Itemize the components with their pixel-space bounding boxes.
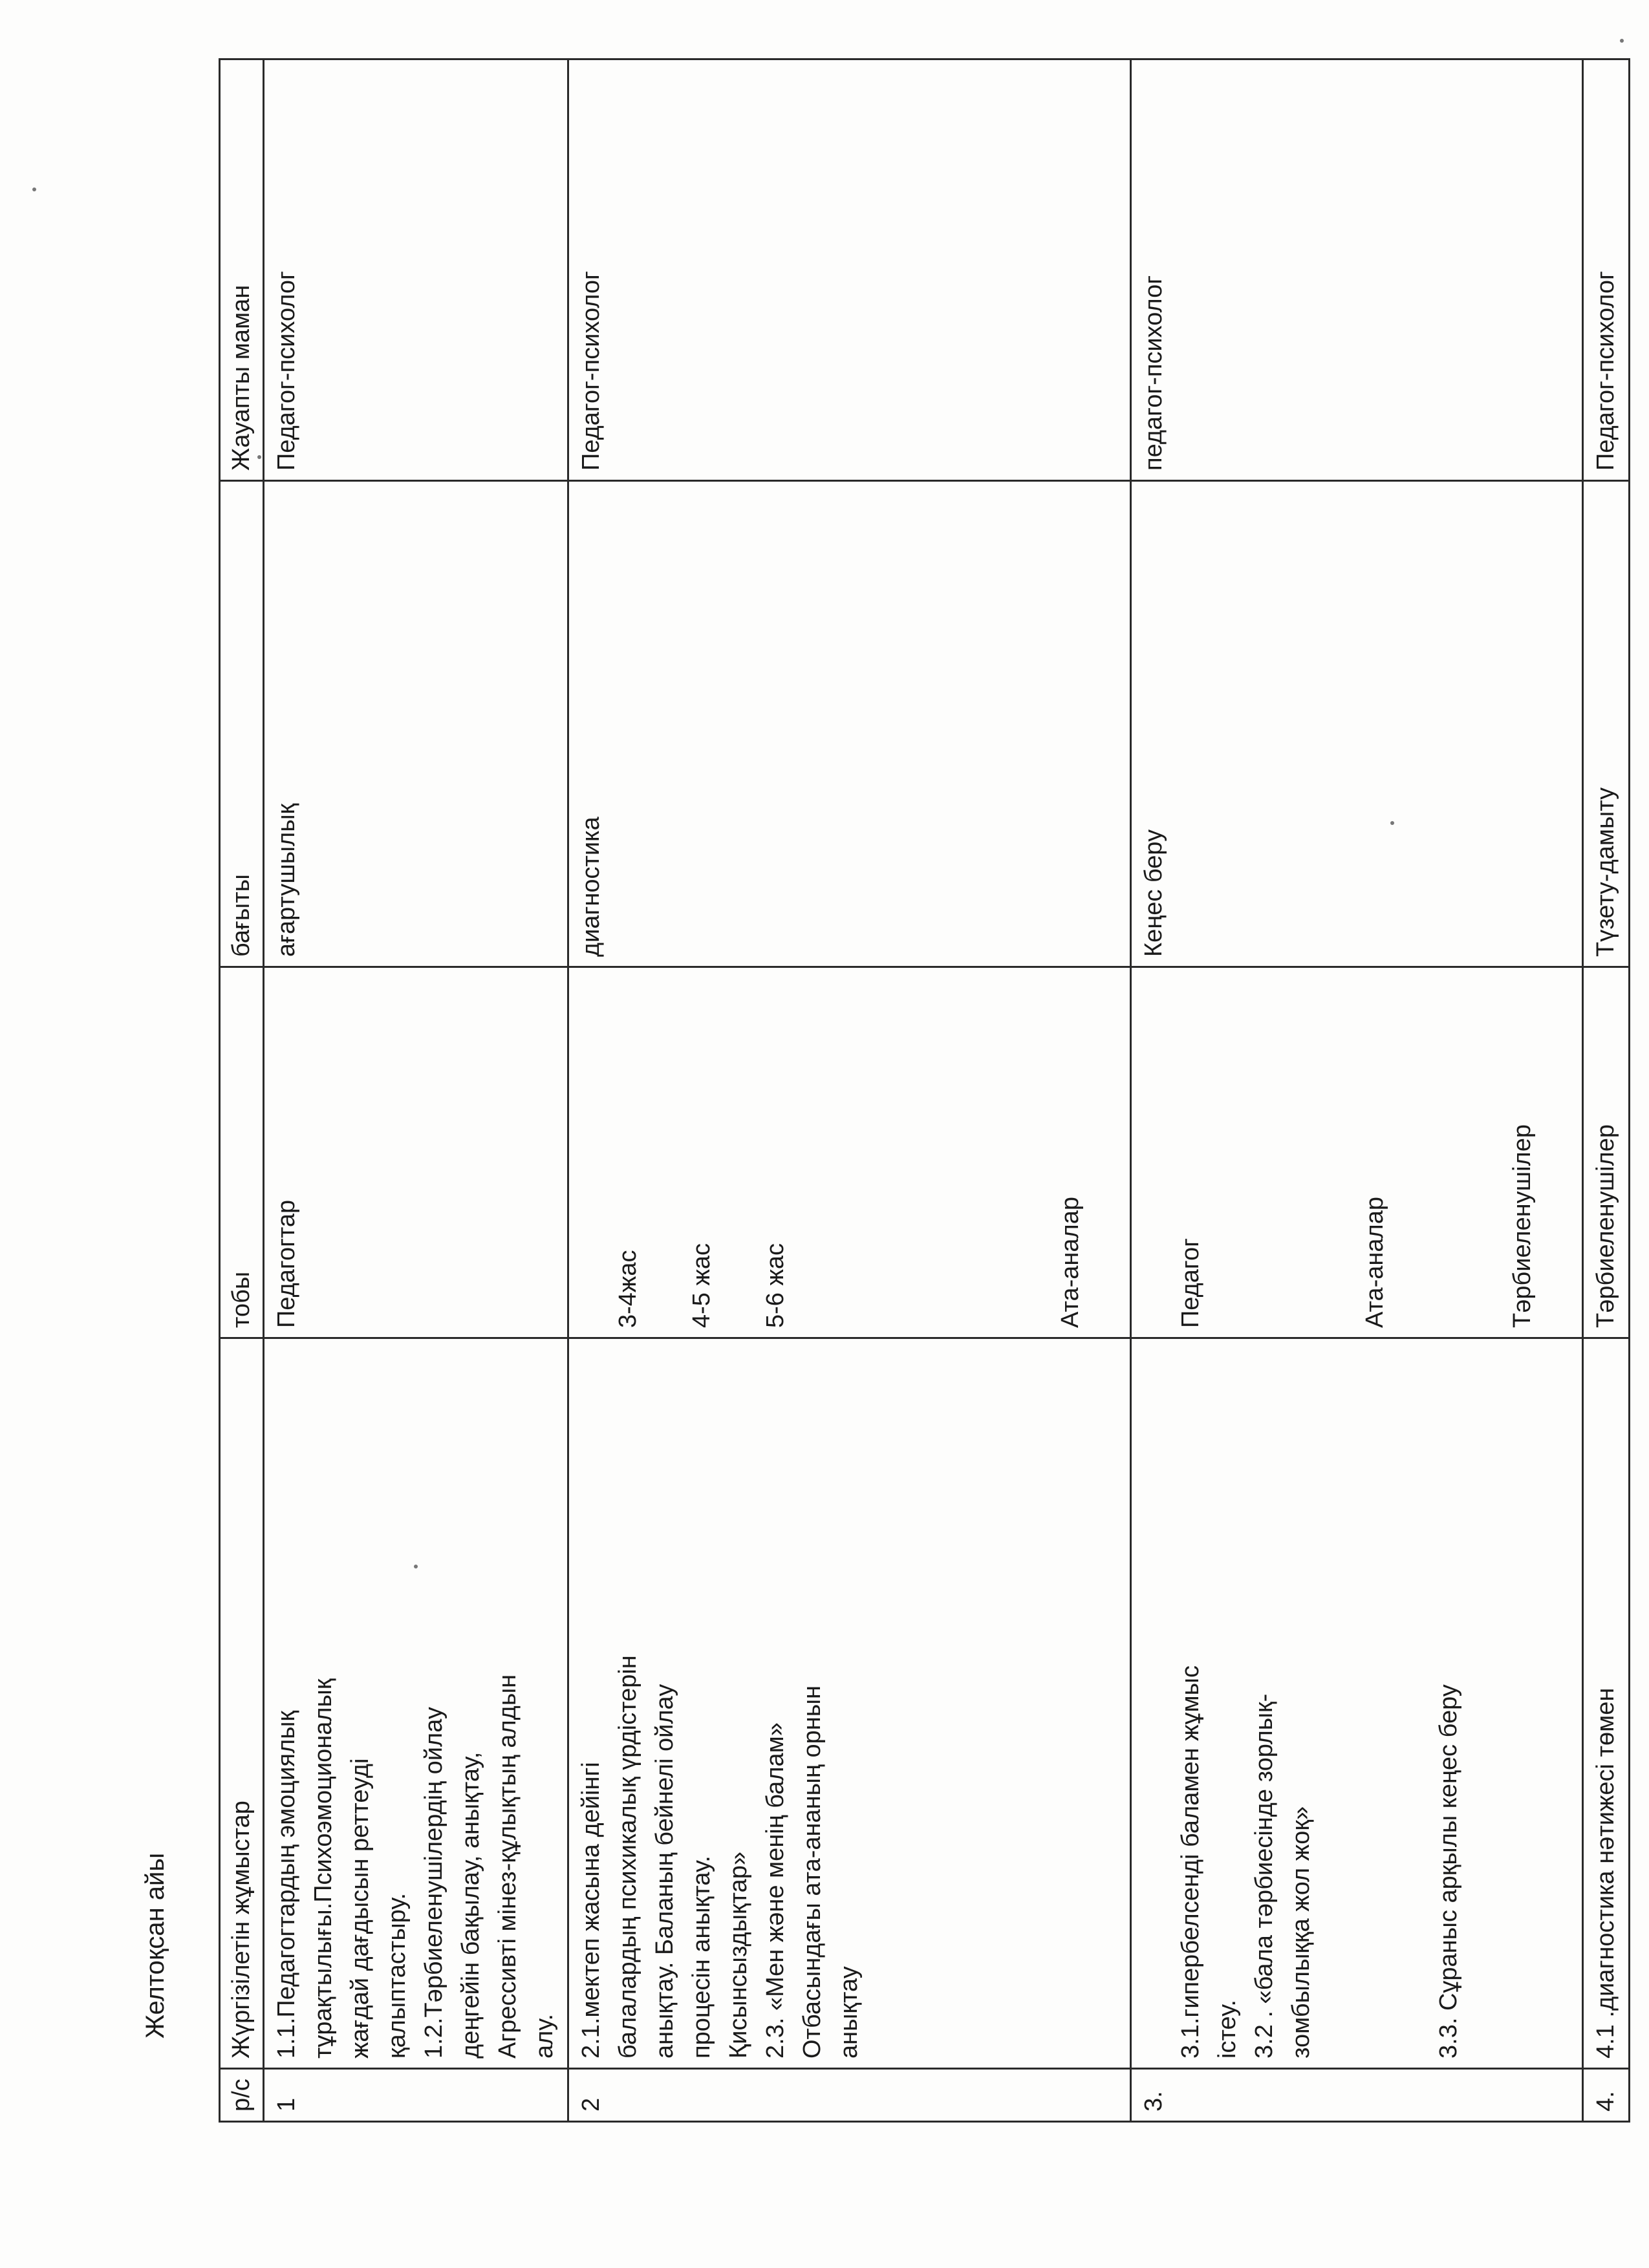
row-work: 2.1.мектеп жасына дейінгі балалардың психикалық үрдістерін анықтау. Баланың бейнелі ойлау процесін анықтау. Қисынсыздықтар» 2.3. «Мен және менің балам» Отбасындағы ата-ананың орнын анықтау [568, 1338, 1131, 2069]
group-entry: Педагог [1177, 1238, 1204, 1328]
header-group: тобы [220, 967, 264, 1338]
row-number: 3. [1131, 2069, 1583, 2122]
row-work [1131, 1338, 1583, 2069]
row-direction: ағартушылық [264, 481, 568, 967]
spacer [978, 977, 1015, 1328]
row-responsible: Педагог-психолог [1583, 59, 1630, 481]
spacer [831, 977, 942, 1328]
row-direction: Түзету-дамыту [1583, 481, 1630, 967]
row-number: 2 [568, 2069, 1131, 2122]
header-direction: бағыты [220, 481, 264, 967]
table-row [1131, 59, 1583, 2122]
work-item: 3.3. Сұраныс арқылы кеңес беру [1435, 1684, 1462, 2059]
group-entry: Ата-аналар [1361, 1197, 1388, 1328]
group-entry: 4-5 жас [688, 1243, 715, 1328]
row-direction: диагностика [568, 481, 1131, 967]
row-group [1583, 967, 1630, 1338]
document-title: Желтоқсан айы [141, 1852, 169, 2038]
group-entry: Тәрбиеленушілер [1592, 1124, 1619, 1328]
group-entry: 3-4жас [614, 1250, 641, 1328]
group-entry: Ата-аналар [1057, 1197, 1084, 1328]
group-entry: 5-6 жас [762, 1243, 789, 1328]
row-group [264, 967, 568, 1338]
row-responsible: педагог-психолог [1131, 59, 1583, 481]
header-responsible: Жауапты маман [220, 59, 264, 481]
row-group [1131, 967, 1583, 1338]
table-row [264, 59, 568, 2122]
row-responsible: Педагог-психолог [568, 59, 1131, 481]
work-plan-table [219, 58, 1630, 2123]
spacer [1246, 977, 1320, 1328]
row-responsible: Педагог-психолог [264, 59, 568, 481]
table-header-row [220, 59, 264, 2122]
spacer [1357, 1348, 1394, 2059]
table-row [1583, 59, 1630, 2122]
row-work: 4.1 .диагностика нәтижесі төмен [1583, 1338, 1630, 2069]
table-row [568, 59, 1131, 2122]
row-group [568, 967, 1131, 1338]
header-number: р/с [220, 2069, 264, 2122]
row-number: 1 [264, 2069, 568, 2122]
row-direction: Кеңес беру [1131, 481, 1583, 967]
header-work: Жүргізілетін жұмыстар [220, 1338, 264, 2069]
work-item: 3.1.гипербелсенді баламен жұмыс істеу. 3.2 . «бала тәрбиесінде зорлық- зомбылыққа жол жоқ» [1177, 1665, 1315, 2059]
row-number: 4. [1583, 2069, 1630, 2122]
group-entry: Тәрбиеленушілер [1509, 1124, 1536, 1328]
group-entry: Педагогтар [273, 1199, 300, 1328]
spacer [1430, 977, 1467, 1328]
row-work: 1.1.Педагогтардың эмоциялық тұрақтылығы.Психоэмоционалық жағдай дағдысын реттеуді қалыптастыру. 1.2.Тәрбиеленушілердің ойлау деңгейін бақылау, анықтау, Агрессивті мінез-құлықтың алдын алу. [264, 1338, 568, 2069]
